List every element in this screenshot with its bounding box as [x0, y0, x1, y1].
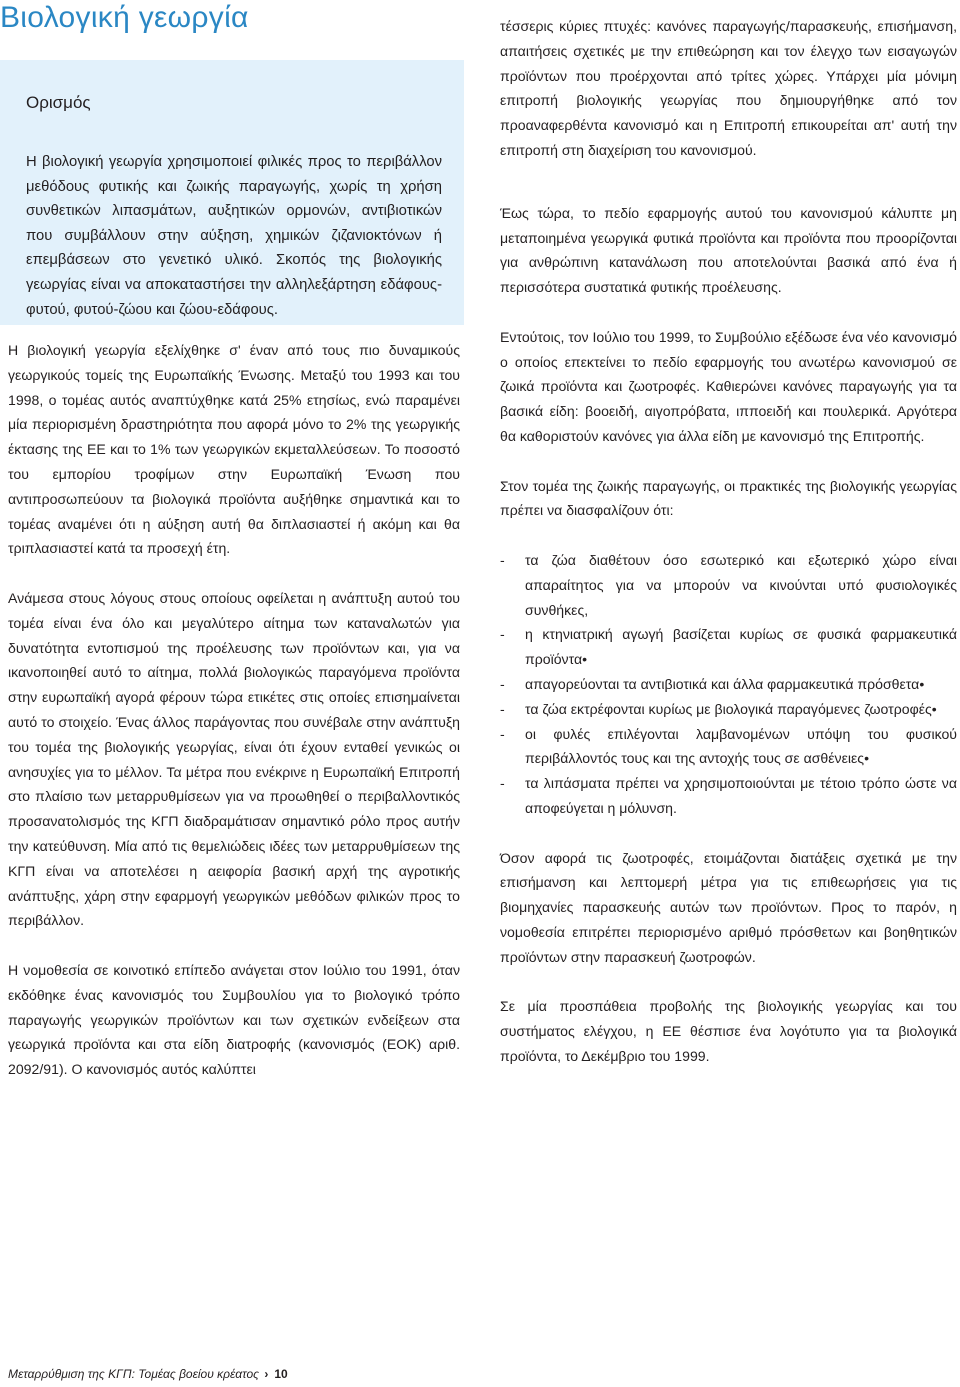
- right-paragraph-6: Σε μία προσπάθεια προβολής της βιολογικής γεωργίας και του συστήματος ελέγχου, η ΕΕ θέσπισε ένα λογότυπο για τα βιολογικά προϊόντα, το Δεκέμβριο του 1999.: [500, 998, 957, 1064]
- list-item: [500, 722, 957, 772]
- left-paragraph-2: Ανάμεσα στους λόγους στους οποίους οφείλεται η ανάπτυξη αυτού του τομέα είναι ένα όλο και μεγαλύτερο αίτημα των καταναλωτών για δυνατότητα εντοπισμού της προέλευσης των προϊόντων και, για να ικανοποιηθεί αυτό το αίτημα, πολλά βιολογικώς παραγόμενα προϊόντα στην ευρωπαϊκή αγορά φέρουν τώρα ετικέτες στις οποίες επισημαίνεται αυτό το στοιχείο. Ένας άλλος παράγοντας που συνέβαλε στην ανάπτυξη του τομέα της βιολογικής γεωργίας, είναι ότι έχουν ενταθεί γενικώς οι ανησυχίες για το μέλλον. Τα μέτρα που ενέκρινε η Ευρωπαϊκή Επιτροπή στο πλαίσιο των μεταρρυθμίσεων για να προωθηθεί ο περιβαλλοντικός προσανατολισμός της ΚΓΠ διαδραμάτισαν σημαντικό ρόλο προς αυτήν την κατεύθυνση. Μία από τις θεμελιώδεις ιδέες των μεταρρυθμίσεων της ΚΓΠ είναι να αποτελέσει η αειφορία βασική αρχή της αγροτικής ανάπτυξης, χάρη στην εφαρμογή γεωργικών μεθόδων φιλικών προς το περιβάλλον.: [8, 589, 460, 929]
- list-item: [500, 622, 957, 672]
- definition-box: [0, 60, 464, 325]
- page-title: Βιολογική γεωργία: [0, 1, 249, 34]
- list-item-text: τα ζώα εκτρέφονται κυρίως με βιολογικά παραγόμενες ζωοτροφές•: [525, 700, 937, 717]
- list-item: [500, 697, 957, 722]
- dash-bullet: -: [500, 551, 505, 568]
- list-item-text: η κτηνιατρική αγωγή βασίζεται κυρίως σε φυσικά φαρμακευτικά προϊόντα•: [525, 626, 957, 668]
- definition-text: Η βιολογική γεωργία χρησιμοποιεί φιλικές προς το περιβάλλον μεθόδους φυτικής και ζωικής παραγωγής, χωρίς τη χρήση συνθετικών λιπασμάτων, αυξητικών ορμονών, αντιβιοτικών που συμβάλλουν στην αύξηση, χημικών ζιζανιοκτόνων ή επεμβάσεων στο γενετικό υλικό. Σκοπός της βιολογικής γεωργίας είναι να αποκαταστήσει την αλληλεξάρτηση εδάφους-φυτού, φυτού-ζώου και ζώου-εδάφους.: [26, 154, 442, 318]
- list-item-text: τα λιπάσματα πρέπει να χρησιμοποιούνται με τέτοιο τρόπο ώστε να αποφεύγεται η μόλυνση.: [525, 775, 957, 816]
- right-paragraph-2: Έως τώρα, το πεδίο εφαρμογής αυτού του κανονισμού κάλυπτε μη μεταποιημένα γεωργικά φυτικά προϊόντα και προϊόντα που προορίζονται για ανθρώπινη κατανάλωση που αποτελούνται βασικά από ένα ή περισσότερα συστατικά φυτικής προέλευσης.: [500, 204, 957, 296]
- definition-heading: Ορισμός: [26, 93, 91, 112]
- dash-bullet: -: [500, 775, 505, 792]
- page-footer: [8, 1366, 288, 1382]
- right-paragraph-4: Στον τομέα της ζωικής παραγωγής, οι πρακτικές της βιολογικής γεωργίας πρέπει να διασφαλίζουν ότι:: [500, 477, 957, 519]
- list-item-text: οι φυλές επιλέγονται λαμβανομένων υπόψη του φυσικού περιβάλλοντός τους και της αντοχής τους σε ασθένειες•: [525, 725, 957, 767]
- dash-bullet: -: [500, 626, 505, 643]
- list-item: [500, 548, 957, 622]
- dash-bullet: -: [500, 725, 505, 742]
- list-item: [500, 771, 957, 821]
- right-column: [500, 14, 957, 1093]
- dash-bullet: -: [500, 700, 505, 717]
- dash-bullet: -: [500, 675, 505, 692]
- right-paragraph-5: Όσον αφορά τις ζωοτροφές, ετοιμάζονται διατάξεις σχετικά με την επισήμανση και λεπτομερή μέτρα για τις επιθεωρήσεις για τις βιομηχανίες παρασκευής αυτών των προϊόντων. Προς το παρόν, η νομοθεσία επιτρέπει περιορισμένο αριθμό πρόσθετων και βοηθητικών προϊόντων στην παρασκευή ζωοτροφών.: [500, 849, 957, 965]
- list-item-text: απαγορεύονται τα αντιβιοτικά και άλλα φαρμακευτικά πρόσθετα•: [525, 675, 925, 692]
- list-item: [500, 672, 957, 697]
- livestock-practices-list: [500, 548, 957, 821]
- chevron-right-icon: ›: [264, 1367, 269, 1381]
- left-paragraph-3: Η νομοθεσία σε κοινοτικό επίπεδο ανάγεται στον Ιούλιο του 1991, όταν εκδόθηκε ένας κανονισμός του Συμβουλίου για το βιολογικό τρόπο παραγωγής γεωργικών προϊόντων και των σχετικών ενδείξεων στα γεωργικά προϊόντα και στα είδη διατροφής (κανονισμός (ΕΟΚ) αριθ. 2092/91). Ο κανονισμός αυτός καλύπτει: [8, 961, 460, 1078]
- right-paragraph-3: Εντούτοις, τον Ιούλιο του 1999, το Συμβούλιο εξέδωσε ένα νέο κανονισμό ο οποίος επεκτείνει το πεδίο εφαρμογής του ανωτέρω κανονισμού σε ζωικά προϊόντα και ζωοτροφές. Καθιερώνει κανόνες παραγωγής για τα βασικά είδη: βοοειδή, αιγοπρόβατα, ιπποειδή και πουλερικά. Αργότερα θα καθοριστούν κανόνες για άλλα είδη με κανονισμό της Επιτροπής.: [500, 328, 957, 444]
- footer-text: Μεταρρύθμιση της ΚΓΠ: Τομέας βοείου κρέατος: [8, 1367, 259, 1381]
- right-paragraph-1: τέσσερις κύριες πτυχές: κανόνες παραγωγής/παρασκευής, επισήμανση, απαιτήσεις σχετικές με την επιθεώρηση και τον έλεγχο των εισαγωγών προϊόντων που προέρχονται από τρίτες χώρες. Υπάρχει μία μόνιμη επιτροπή βιολογικής γεωργίας που δημιουργήθηκε από τον προαναφερθέντα κανονισμό και η Επιτροπή επικουρείται απ' αυτή την επιτροπή στη διαχείριση του κανονισμού.: [500, 18, 957, 158]
- left-paragraph-1: Η βιολογική γεωργία εξελίχθηκε σ' έναν από τους πιο δυναμικούς γεωργικούς τομείς της Ευρωπαϊκής Ένωσης. Μεταξύ του 1993 και του 1998, ο τομέας αυτός αναπτύχθηκε κατά 25% ετησίως, ενώ παραμένει μία περιορισμένη δραστηριότητα που αφορά μόνο το 2% της γεωργικής έκτασης της ΕΕ και το 1% των γεωργικών εκμεταλλεύσεων. Το ποσοστό του εμπορίου τροφίμων στην Ευρωπαϊκή Ένωση που αντιπροσωπεύουν τα βιολογικά προϊόντα αυξήθηκε σημαντικά και το τομέας αναμένει ότι η αύξηση αυτή θα διπλασιαστεί ή ακόμη και θα τριπλασιαστεί κατά τα προσεχή έτη.: [8, 342, 460, 557]
- page-number: 10: [274, 1367, 288, 1381]
- list-item-text: τα ζώα διαθέτουν όσο εσωτερικό και εξωτερικό χώρο είναι απαραίτητος για να μπορούν να κινούνται υπό φυσιολογικές συνθήκες,: [525, 551, 957, 618]
- left-column: [8, 338, 460, 1107]
